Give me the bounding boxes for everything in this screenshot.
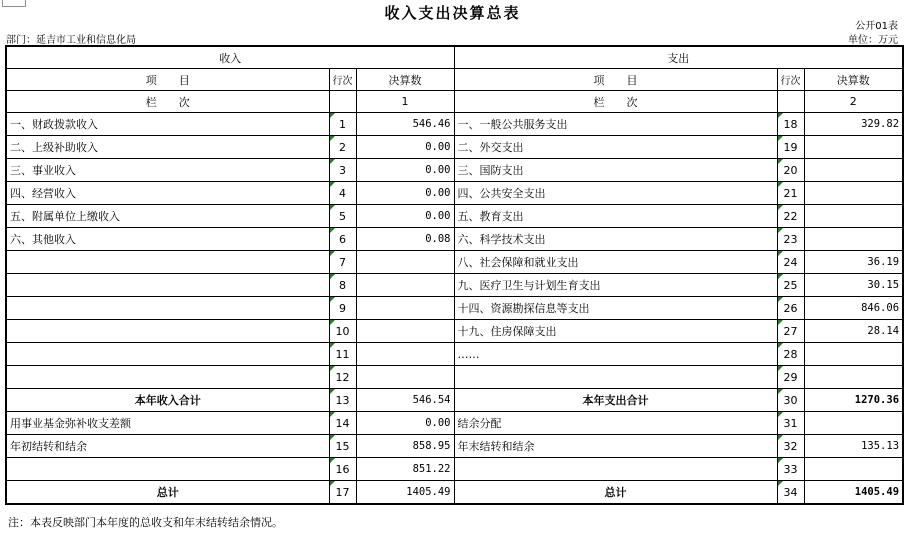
expense-total-item-cell xyxy=(454,458,777,481)
income-item-cell xyxy=(6,297,329,320)
table-row xyxy=(6,366,903,389)
expense-total-rowno-cell: 34 xyxy=(777,481,804,505)
expense-rowno-cell: 29 xyxy=(777,366,804,389)
table-row xyxy=(6,228,903,251)
table-row xyxy=(6,297,903,320)
income-total-rowno-cell: 17 xyxy=(329,481,356,505)
income-rowno-cell: 4 xyxy=(329,182,356,205)
income-item-cell: 六、其他收入 xyxy=(6,228,329,251)
income-amount-cell xyxy=(356,343,454,366)
form-number: 公开01表 xyxy=(855,21,898,32)
expense-rowno-cell: 20 xyxy=(777,159,804,182)
table-row xyxy=(6,205,903,228)
income-total-rowno-cell: 14 xyxy=(329,412,356,435)
income-item-header: 项 目 xyxy=(6,69,329,91)
income-amount-cell: 0.00 xyxy=(356,136,454,159)
expense-amount-cell xyxy=(804,228,903,251)
income-column-blank xyxy=(329,91,356,113)
expense-item-cell: 十九、住房保障支出 xyxy=(454,320,777,343)
expense-amount-cell: 30.15 xyxy=(804,274,903,297)
expense-rowno-cell: 24 xyxy=(777,251,804,274)
expense-amount-cell: 329.82 xyxy=(804,113,903,136)
income-rowno-cell: 3 xyxy=(329,159,356,182)
expense-rowno-cell: 22 xyxy=(777,205,804,228)
income-rowno-cell: 10 xyxy=(329,320,356,343)
income-rowno-cell: 11 xyxy=(329,343,356,366)
expense-item-cell: 十四、资源勘探信息等支出 xyxy=(454,297,777,320)
expense-total-rowno-cell: 30 xyxy=(777,389,804,412)
income-item-cell: 四、经营收入 xyxy=(6,182,329,205)
expense-amount-cell: 846.06 xyxy=(804,297,903,320)
income-amount-cell: 546.46 xyxy=(356,113,454,136)
expense-item-cell: 九、医疗卫生与计划生育支出 xyxy=(454,274,777,297)
expense-rowno-cell: 18 xyxy=(777,113,804,136)
income-total-amount-cell: 1405.49 xyxy=(356,481,454,505)
expense-rowno-cell: 25 xyxy=(777,274,804,297)
income-item-cell xyxy=(6,320,329,343)
expense-item-cell: 八、社会保障和就业支出 xyxy=(454,251,777,274)
income-expense-table xyxy=(5,45,904,505)
income-item-cell: 二、上级补助收入 xyxy=(6,136,329,159)
expense-section-header: 支出 xyxy=(454,46,903,69)
expense-total-item-cell: 总计 xyxy=(454,481,777,505)
expense-amount-cell: 36.19 xyxy=(804,251,903,274)
income-total-item-cell: 年初结转和结余 xyxy=(6,435,329,458)
section-header-row xyxy=(6,46,903,69)
income-rowno-cell: 1 xyxy=(329,113,356,136)
income-total-amount-cell: 858.95 xyxy=(356,435,454,458)
expense-item-cell xyxy=(454,366,777,389)
expense-total-rowno-cell: 33 xyxy=(777,458,804,481)
income-total-amount-cell: 546.54 xyxy=(356,389,454,412)
income-rowno-header: 行次 xyxy=(329,69,356,91)
expense-item-header: 项 目 xyxy=(454,69,777,91)
expense-item-cell: …… xyxy=(454,343,777,366)
unit-label: 单位：万元 xyxy=(848,35,898,46)
table-row xyxy=(6,113,903,136)
total-row xyxy=(6,412,903,435)
expense-rowno-header: 行次 xyxy=(777,69,804,91)
expense-total-amount-cell xyxy=(804,412,903,435)
income-item-cell: 三、事业收入 xyxy=(6,159,329,182)
expense-rowno-cell: 19 xyxy=(777,136,804,159)
income-amount-cell: 0.00 xyxy=(356,182,454,205)
footnote: 注：本表反映部门本年度的总收支和年末结转结余情况。 xyxy=(8,516,283,529)
income-total-rowno-cell: 16 xyxy=(329,458,356,481)
expense-amount-cell xyxy=(804,182,903,205)
income-rowno-cell: 12 xyxy=(329,366,356,389)
income-amount-cell xyxy=(356,297,454,320)
expense-item-cell: 三、国防支出 xyxy=(454,159,777,182)
expense-total-rowno-cell: 31 xyxy=(777,412,804,435)
expense-item-cell: 一、一般公共服务支出 xyxy=(454,113,777,136)
income-total-item-cell: 本年收入合计 xyxy=(6,389,329,412)
income-total-amount-cell: 851.22 xyxy=(356,458,454,481)
income-section-header: 收入 xyxy=(6,46,454,69)
income-item-cell: 五、附属单位上缴收入 xyxy=(6,205,329,228)
income-amount-cell xyxy=(356,320,454,343)
expense-item-cell: 四、公共安全支出 xyxy=(454,182,777,205)
expense-amount-cell xyxy=(804,159,903,182)
expense-total-item-cell: 结余分配 xyxy=(454,412,777,435)
expense-amount-cell xyxy=(804,136,903,159)
income-total-item-cell: 总计 xyxy=(6,481,329,505)
expense-amount-cell xyxy=(804,205,903,228)
expense-total-amount-cell: 1405.49 xyxy=(804,481,903,505)
expense-total-amount-cell: 1270.36 xyxy=(804,389,903,412)
table-row xyxy=(6,251,903,274)
expense-item-cell: 五、教育支出 xyxy=(454,205,777,228)
expense-item-cell: 二、外交支出 xyxy=(454,136,777,159)
income-amount-header: 决算数 xyxy=(356,69,454,91)
total-row xyxy=(6,481,903,505)
income-amount-cell xyxy=(356,274,454,297)
income-item-cell xyxy=(6,343,329,366)
total-row xyxy=(6,458,903,481)
expense-rowno-cell: 27 xyxy=(777,320,804,343)
column-header-row xyxy=(6,69,903,91)
expense-rowno-cell: 23 xyxy=(777,228,804,251)
column-index-row xyxy=(6,91,903,113)
income-amount-cell: 0.00 xyxy=(356,159,454,182)
expense-rowno-cell: 28 xyxy=(777,343,804,366)
income-column-label: 栏 次 xyxy=(6,91,329,113)
expense-total-amount-cell xyxy=(804,458,903,481)
income-total-amount-cell: 0.00 xyxy=(356,412,454,435)
income-total-rowno-cell: 13 xyxy=(329,389,356,412)
expense-total-amount-cell: 135.13 xyxy=(804,435,903,458)
expense-amount-cell: 28.14 xyxy=(804,320,903,343)
income-total-item-cell xyxy=(6,458,329,481)
expense-amount-cell xyxy=(804,366,903,389)
expense-total-item-cell: 本年支出合计 xyxy=(454,389,777,412)
expense-rowno-cell: 21 xyxy=(777,182,804,205)
income-item-cell xyxy=(6,366,329,389)
income-rowno-cell: 2 xyxy=(329,136,356,159)
expense-amount-header: 决算数 xyxy=(804,69,903,91)
income-amount-cell: 0.00 xyxy=(356,205,454,228)
expense-column-blank xyxy=(777,91,804,113)
table-row xyxy=(6,136,903,159)
report-title: 收入支出决算总表 xyxy=(384,4,521,22)
expense-column-number: 2 xyxy=(804,91,903,113)
income-rowno-cell: 7 xyxy=(329,251,356,274)
table-row xyxy=(6,182,903,205)
income-total-item-cell: 用事业基金弥补收支差额 xyxy=(6,412,329,435)
income-item-cell: 一、财政拨款收入 xyxy=(6,113,329,136)
income-rowno-cell: 5 xyxy=(329,205,356,228)
expense-total-rowno-cell: 32 xyxy=(777,435,804,458)
income-amount-cell: 0.08 xyxy=(356,228,454,251)
total-row xyxy=(6,435,903,458)
income-amount-cell xyxy=(356,366,454,389)
expense-total-item-cell: 年末结转和结余 xyxy=(454,435,777,458)
expense-column-label: 栏 次 xyxy=(454,91,777,113)
total-row xyxy=(6,389,903,412)
table-row xyxy=(6,320,903,343)
income-item-cell xyxy=(6,274,329,297)
table-row xyxy=(6,274,903,297)
income-total-rowno-cell: 15 xyxy=(329,435,356,458)
income-amount-cell xyxy=(356,251,454,274)
income-column-number: 1 xyxy=(356,91,454,113)
income-rowno-cell: 8 xyxy=(329,274,356,297)
department-label: 部门：延吉市工业和信息化局 xyxy=(6,35,136,46)
expense-item-cell: 六、科学技术支出 xyxy=(454,228,777,251)
income-item-cell xyxy=(6,251,329,274)
income-rowno-cell: 6 xyxy=(329,228,356,251)
table-row xyxy=(6,343,903,366)
expense-amount-cell xyxy=(804,343,903,366)
income-rowno-cell: 9 xyxy=(329,297,356,320)
table-row xyxy=(6,159,903,182)
expense-rowno-cell: 26 xyxy=(777,297,804,320)
